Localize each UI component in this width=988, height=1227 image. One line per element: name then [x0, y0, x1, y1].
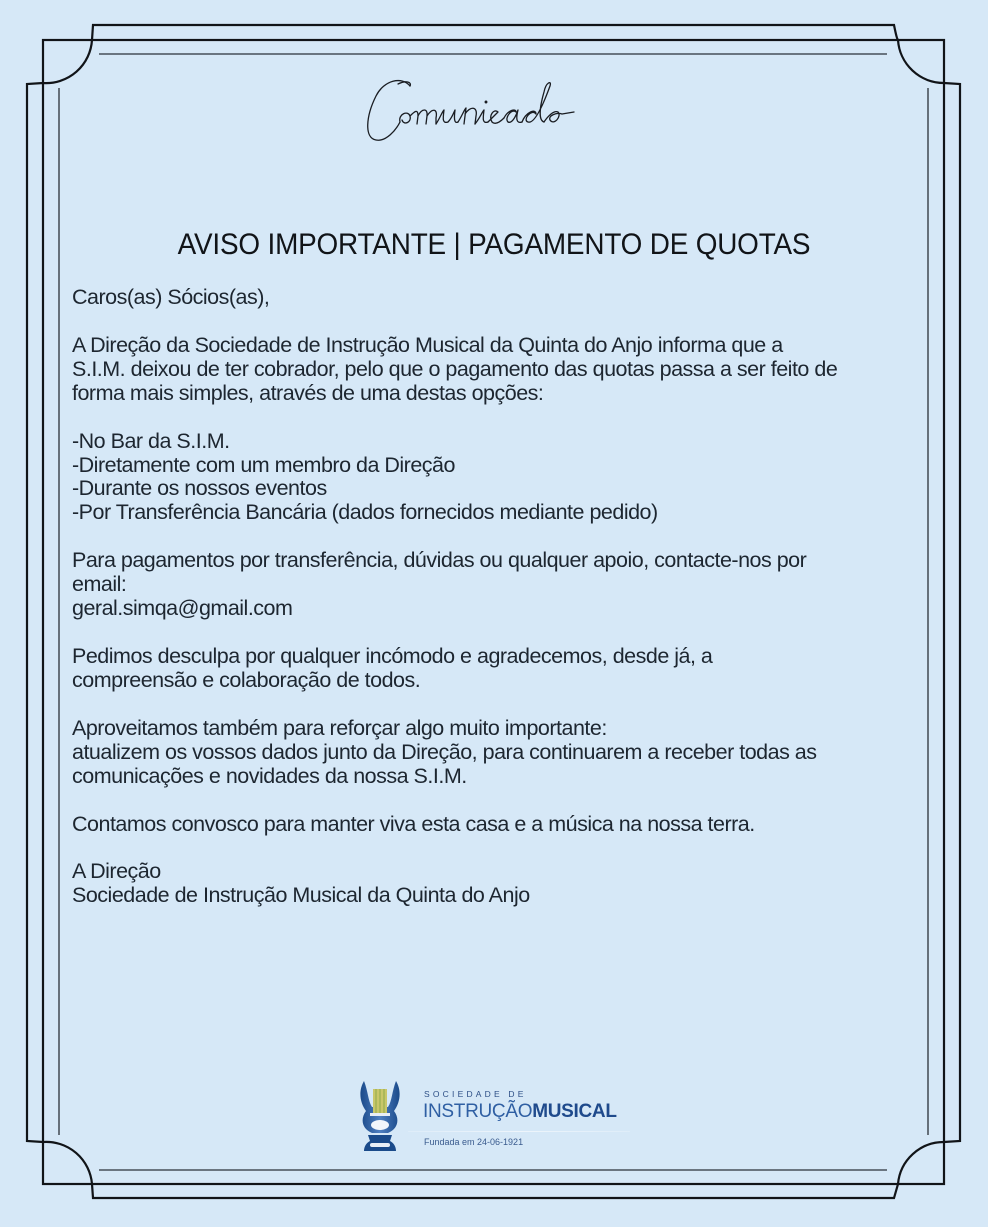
contact-line: email: — [72, 572, 127, 597]
lyre-icon — [356, 1077, 404, 1153]
payment-option: -Diretamente com um membro da Direção — [72, 452, 455, 477]
apology-paragraph — [72, 645, 932, 693]
intro-line: forma mais simples, através de uma destas opções: — [72, 380, 544, 405]
intro-paragraph — [72, 334, 932, 406]
reminder-line: comunicações e novidades da nossa S.I.M. — [72, 763, 467, 788]
payment-option: -Durante os nossos eventos — [72, 476, 327, 501]
logo-wordmark-light: INSTRUÇÃO — [423, 1101, 533, 1122]
logo-divider — [408, 1131, 630, 1132]
intro-line: S.I.M. deixou de ter cobrador, pelo que o pagamento das quotas passa a ser feito de — [72, 356, 838, 381]
payment-option: -No Bar da S.I.M. — [72, 428, 230, 453]
reminder-line: Aproveitamos também para reforçar algo muito importante: — [72, 715, 607, 740]
signature — [72, 860, 932, 908]
closing-paragraph: Contamos convosco para manter viva esta casa e a música na nossa terra. — [72, 811, 755, 836]
contact-email: geral.simqa@gmail.com — [72, 596, 293, 621]
payment-options-list — [72, 430, 932, 526]
greeting: Caros(as) Sócios(as), — [72, 285, 270, 309]
comunicado-script-title — [340, 72, 640, 162]
signature-line: A Direção — [72, 859, 161, 884]
society-logo — [356, 1077, 636, 1153]
logo-wordmark-bold: MUSICAL — [532, 1101, 617, 1122]
contact-line: Para pagamentos por transferência, dúvidas ou qualquer apoio, contacte-nos por — [72, 548, 807, 573]
contact-paragraph — [72, 549, 932, 621]
page-title: AVISO IMPORTANTE | PAGAMENTO DE QUOTAS — [177, 228, 811, 261]
reminder-line: atualizem os vossos dados junto da Direção, para continuarem a receber todas as — [72, 739, 817, 764]
letter-body — [72, 286, 932, 932]
apology-line: Pedimos desculpa por qualquer incómodo e agradecemos, desde já, a — [72, 643, 713, 668]
intro-line: A Direção da Sociedade de Instrução Musical da Quinta do Anjo informa que a — [72, 332, 783, 357]
logo-founded-date: Fundada em 24-06-1921 — [424, 1137, 524, 1147]
reminder-paragraph — [72, 717, 932, 789]
logo-wordmark — [423, 1101, 617, 1123]
signature-line: Sociedade de Instrução Musical da Quinta do Anjo — [72, 883, 530, 908]
logo-small-text: SOCIEDADE DE — [424, 1089, 527, 1099]
payment-option: -Por Transferência Bancária (dados fornecidos mediante pedido) — [72, 500, 658, 525]
apology-line: compreensão e colaboração de todos. — [72, 667, 421, 692]
